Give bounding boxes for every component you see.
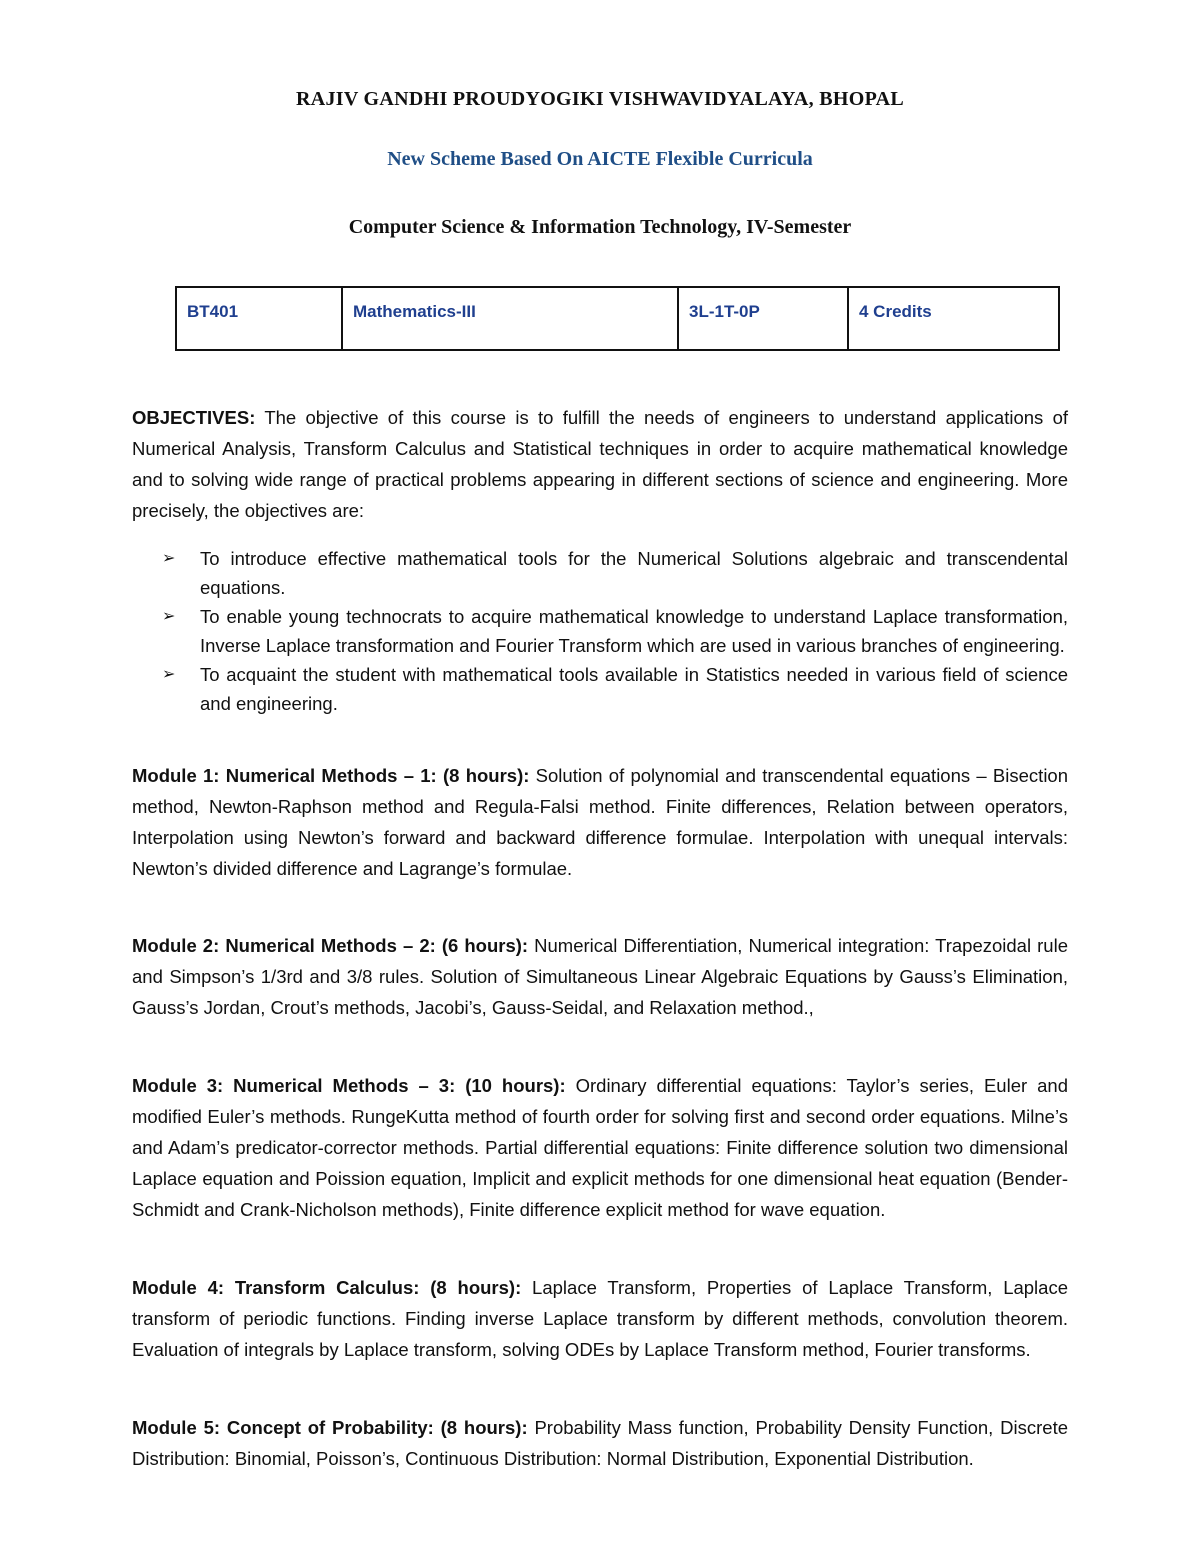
scheme-title: New Scheme Based On AICTE Flexible Curricula — [387, 148, 813, 170]
module-text: Laplace Transform, Properties of Laplace Transform, Laplace transform of periodic functions. Finding inverse Laplace transform by different methods, convolution theorem. Evaluation of integrals by Laplace transform, solving ODEs by Laplace Transform method, Fourier transforms. — [132, 1277, 1068, 1360]
list-item — [132, 602, 1068, 660]
course-code-cell: BT401 — [176, 287, 342, 350]
course-info-table — [175, 286, 1060, 351]
module-text: Solution of polynomial and transcendental equations – Bisection method, Newton-Raphson method and Regula-Falsi method. Finite differences, Relation between operators, Interpolation using Newton’s forward and backward difference formulae. Interpolation with unequal intervals: Newton’s divided difference and Lagrange’s formulae. — [132, 765, 1069, 879]
list-item — [132, 544, 1068, 602]
module-text: Numerical Differentiation, Numerical integration: Trapezoidal rule and Simpson’s 1/3rd and 3/8 rules. Solution of Simultaneous Linear Algebraic Equations by Gauss’s Elimination, Gauss’s Jordan, Crout’s methods, Jacobi’s, Gauss-Seidal, and Relaxation method., — [132, 935, 1068, 1018]
module-5 — [132, 1412, 1068, 1474]
objectives-paragraph — [132, 402, 1068, 526]
course-credits-cell: 4 Credits — [848, 287, 1059, 350]
module-title: Module 3: Numerical Methods – 3: (10 hours): — [132, 1075, 566, 1096]
module-title: Module 4: Transform Calculus: (8 hours): — [132, 1277, 522, 1298]
module-2 — [132, 930, 1068, 1023]
module-text: Ordinary differential equations: Taylor’s series, Euler and modified Euler’s methods. RungeKutta method of fourth order for solving first and second order equations. Milne’s and Adam’s predicator-corrector methods. Partial differential equations: Finite difference solution two dimensional Laplace equation and Poission equation, Implicit and explicit methods for one dimensional heat equation (Bender-Schmidt and Crank-Nicholson methods), Finite difference explicit method for wave equation. — [132, 1075, 1068, 1220]
objective-item-text: To introduce effective mathematical tools for the Numerical Solutions algebraic and transcendental equations. — [200, 548, 1068, 598]
objective-item-text: To acquaint the student with mathematical tools available in Statistics needed in various field of science and engineering. — [200, 664, 1068, 714]
module-title: Module 1: Numerical Methods – 1: (8 hours): — [132, 765, 530, 786]
objectives-text: The objective of this course is to fulfill the needs of engineers to understand applications of Numerical Analysis, Transform Calculus and Statistical techniques in order to acquire mathematical knowledge and to solving wide range of practical problems appearing in different sections of science and engineering. More precisely, the objectives are: — [132, 407, 1068, 521]
list-item — [132, 660, 1068, 718]
module-title: Module 2: Numerical Methods – 2: (6 hours): — [132, 935, 529, 956]
course-name-cell: Mathematics-III — [342, 287, 678, 350]
arrow-bullet-icon: ➢ — [162, 666, 176, 683]
objectives-label: OBJECTIVES: — [132, 407, 256, 428]
module-1 — [132, 760, 1068, 884]
course-ltp-cell: 3L-1T-0P — [678, 287, 848, 350]
objectives-list — [132, 544, 1068, 718]
objective-item-text: To enable young technocrats to acquire mathematical knowledge to understand Laplace transformation, Inverse Laplace transformation and Fourier Transform which are used in various branches of engineering. — [200, 606, 1068, 656]
module-4 — [132, 1272, 1068, 1365]
module-title: Module 5: Concept of Probability: (8 hours): — [132, 1417, 528, 1438]
university-title: RAJIV GANDHI PROUDYOGIKI VISHWAVIDYALAYA, BHOPAL — [295, 88, 905, 110]
arrow-bullet-icon: ➢ — [162, 550, 176, 567]
module-text: Probability Mass function, Probability Density Function, Discrete Distribution: Binomial, Poisson’s, Continuous Distribution: Normal Distribution, Exponential Distribution. — [132, 1417, 1068, 1469]
course-info-row — [176, 287, 1059, 350]
arrow-bullet-icon: ➢ — [162, 608, 176, 625]
module-3 — [132, 1070, 1068, 1225]
course-title: Computer Science & Information Technology, IV-Semester — [348, 216, 852, 238]
